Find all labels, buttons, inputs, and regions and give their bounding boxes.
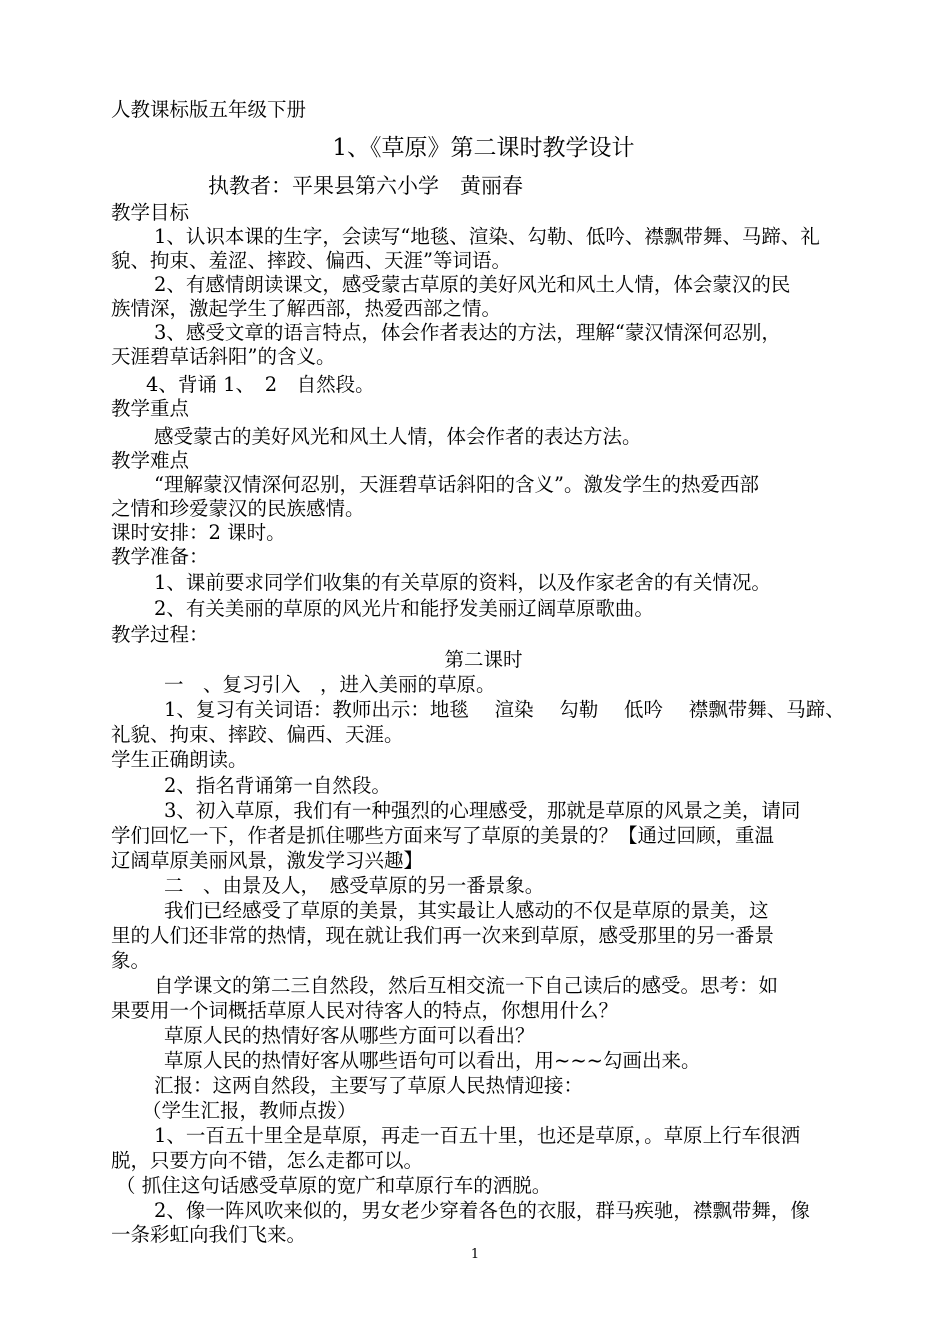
paragraph-line: 感受蒙古的美好风光和风土人情，体会作者的表达方法。 xyxy=(154,425,642,448)
paragraph-line: 族情深，激起学生了解西部，热爱西部之情。 xyxy=(111,297,502,320)
paragraph-line: 我们已经感受了草原的美景，其实最让人感动的不仅是草原的景美，这 xyxy=(164,899,769,922)
paragraph-line: “理解蒙汉情深何忍别，天涯碧草话斜阳的含义”。激发学生的热爱西部 xyxy=(154,473,759,496)
paragraph-line: 二 、由景及人， 感受草原的另一番景象。 xyxy=(164,874,545,897)
document-author: 执教者：平果县第六小学 黄丽春 xyxy=(208,174,523,198)
paragraph-line: 汇报：这两自然段，主要写了草原人民热情迎接： xyxy=(154,1074,584,1097)
section-heading-process: 教学过程： xyxy=(111,623,209,646)
paragraph-line: 学们回忆一下，作者是抓住哪些方面来写了草原的美景的？【通过回顾，重温 xyxy=(111,824,775,847)
paragraph-line: 4、背诵 1、 2 自然段。 xyxy=(146,373,375,396)
paragraph-line: 之情和珍爱蒙汉的民族感情。 xyxy=(111,497,365,520)
paragraph-line: （ 抓住这句话感受草原的宽广和草原行车的洒脱。 xyxy=(116,1174,552,1197)
paragraph-line: 2、有感情朗读课文，感受蒙古草原的美好风光和风土人情，体会蒙汉的民 xyxy=(154,273,791,296)
paragraph-line: 里的人们还非常的热情，现在就让我们再一次来到草原，感受那里的另一番景 xyxy=(111,924,775,947)
section-heading-preparation: 教学准备： xyxy=(111,545,209,568)
paragraph-line: 天涯碧草话斜阳”的含义。 xyxy=(111,345,336,368)
lesson-subtitle: 第二课时 xyxy=(444,648,523,671)
section-heading-focus: 教学重点 xyxy=(111,397,190,420)
paragraph-line: 1、一百五十里全是草原，再走一百五十里，也还是草原，。草原上行车很洒 xyxy=(154,1124,801,1147)
section-heading-goals: 教学目标 xyxy=(111,201,190,224)
paragraph-line: 3、初入草原，我们有一种强烈的心理感受，那就是草原的风景之美，请同 xyxy=(164,799,801,822)
schedule-line: 课时安排：2 课时。 xyxy=(111,521,286,544)
paragraph-line: 1、课前要求同学们收集的有关草原的资料，以及作家老舍的有关情况。 xyxy=(154,571,771,594)
paragraph-line: 辽阔草原美丽风景，激发学习兴趣】 xyxy=(111,849,424,872)
paragraph-line: 自学课文的第二三自然段，然后互相交流一下自己读后的感受。思考：如 xyxy=(154,974,779,997)
paragraph-line: 1、复习有关词语：教师出示：地毯 渲染 勾勒 低吟 襟飘带舞、马蹄、 xyxy=(164,698,845,721)
paragraph-line: 2、指名背诵第一自然段。 xyxy=(164,774,391,797)
paragraph-line: 3、感受文章的语言特点，体会作者表达的方法，理解“蒙汉情深何忍别， xyxy=(154,321,781,344)
paragraph-line: 2、像一阵风吹来似的，男女老少穿着各色的衣服，群马疾驰，襟飘带舞，像 xyxy=(154,1199,810,1222)
page-number: 1 xyxy=(470,1247,480,1262)
section-heading-difficulty: 教学难点 xyxy=(111,449,190,472)
paragraph-line: 礼貌、拘束、摔跤、偏西、天涯。 xyxy=(111,723,404,746)
document-title: 1、《草原》第二课时教学设计 xyxy=(332,135,635,161)
paragraph-line: 果要用一个词概括草原人民对待客人的特点，你想用什么？ xyxy=(111,999,619,1022)
paragraph-line: 学生正确朗读。 xyxy=(111,748,248,771)
paragraph-line: 一条彩虹向我们飞来。 xyxy=(111,1223,307,1246)
paragraph-line: 草原人民的热情好客从哪些语句可以看出，用~~~勾画出来。 xyxy=(164,1049,701,1072)
paragraph-line: （学生汇报，教师点拨） xyxy=(142,1099,357,1122)
paragraph-line: 2、有关美丽的草原的风光片和能抒发美丽辽阔草原歌曲。 xyxy=(154,597,654,620)
paragraph-line: 草原人民的热情好客从哪些方面可以看出？ xyxy=(164,1024,535,1047)
paragraph-line: 一 、复习引入 ，进入美丽的草原。 xyxy=(164,673,496,696)
paragraph-line: 象。 xyxy=(111,949,151,972)
paragraph-line: 1、认识本课的生字，会读写“地毯、渲染、勾勒、低吟、襟飘带舞、马蹄、礼 xyxy=(154,225,820,248)
document-header: 人教课标版五年级下册 xyxy=(111,98,307,121)
paragraph-line: 脱，只要方向不错，怎么走都可以。 xyxy=(111,1149,424,1172)
paragraph-line: 貌、拘束、羞涩、摔跤、偏西、天涯”等词语。 xyxy=(111,249,511,272)
